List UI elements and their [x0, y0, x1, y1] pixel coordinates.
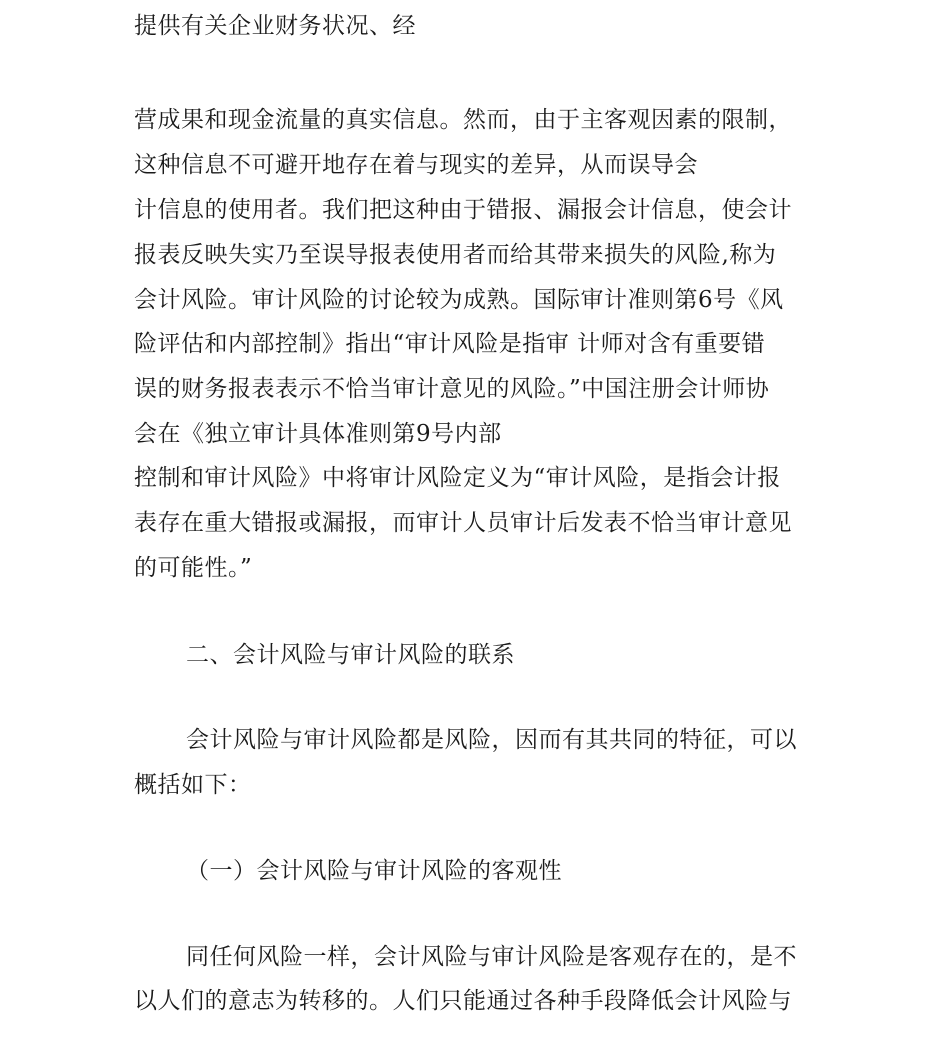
- text-line: 概括如下：: [134, 772, 252, 798]
- text-line: 报表反映失实乃至误导报表使用者而给其带来损失的风险,称为: [134, 242, 777, 268]
- text-line: 误的财务报表表示不恰当审计意见的风险。”中国注册会计师协: [134, 376, 770, 402]
- section-heading: 二、会计风险与审计风险的联系: [186, 642, 515, 668]
- text-line: 控制和审计风险》中将审计风险定义为“审计风险，是指会计报: [134, 465, 781, 491]
- subsection-heading: （一）会计风险与审计风险的客观性: [186, 858, 562, 884]
- text-line: 计信息的使用者。我们把这种由于错报、漏报会计信息，使会计: [134, 197, 792, 223]
- text-line: 会计风险。审计风险的讨论较为成熟。国际审计准则第6号《风: [134, 287, 784, 313]
- text-line: 表存在重大错报或漏报，而审计人员审计后发表不恰当审计意见: [134, 510, 792, 536]
- paragraph-first-line: 会计风险与审计风险都是风险，因而有其共同的特征，可以: [186, 727, 797, 753]
- text-line: 险评估和内部控制》指出“审计风险是指审 计师对含有重要错: [134, 331, 766, 357]
- text-line: 营成果和现金流量的真实信息。然而，由于主客观因素的限制，: [134, 107, 792, 133]
- paragraph-first-line: 同任何风险一样，会计风险与审计风险是客观存在的，是不: [186, 944, 797, 970]
- text-line: 以人们的意志为转移的。人们只能通过各种手段降低会计风险与: [134, 988, 792, 1014]
- text-line: 这种信息不可避开地存在着与现实的差异，从而误导会: [134, 152, 698, 178]
- text-line: 的可能性。”: [134, 555, 253, 581]
- text-line: 会在《独立审计具体准则第9号内部: [134, 421, 502, 447]
- text-line: 提供有关企业财务状况、经: [134, 13, 416, 39]
